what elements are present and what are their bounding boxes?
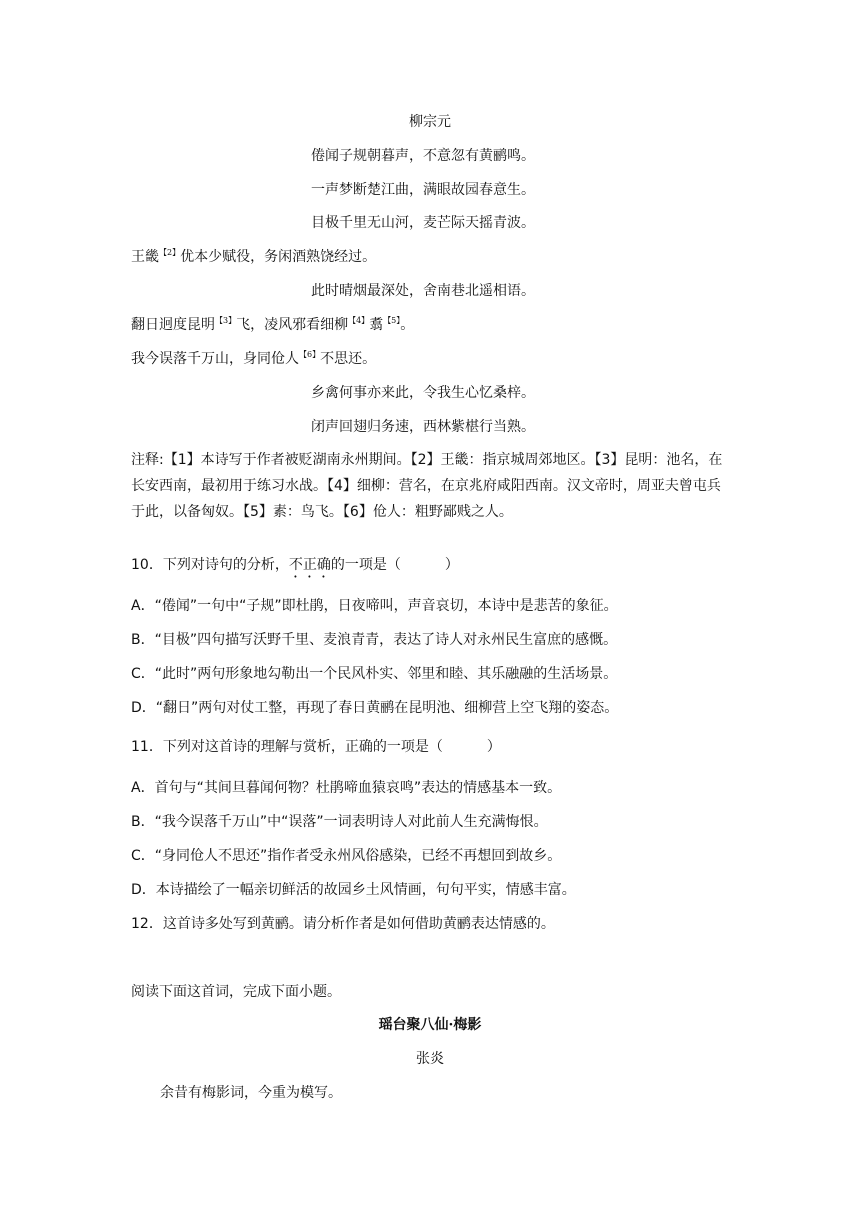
footnote-ref-5: 【5】 xyxy=(383,316,401,325)
poem-line-4-b: 优本少赋役，务闲酒熟饶经过。 xyxy=(180,249,377,265)
q10-stem xyxy=(131,556,459,581)
poem-line-6-c: 翥 xyxy=(369,317,384,333)
poem-line-5: 此时晴烟最深处，舍南巷北遥相语。 xyxy=(311,283,535,299)
poem-line-6-d: 。 xyxy=(400,317,415,333)
poem-line-9: 闭声回翅归务速，西林紫椹行当熟。 xyxy=(311,419,535,435)
poem-line-7-a: 我今误落千万山，身同伧人 xyxy=(131,351,299,367)
q10-option-a: A．“倦闻”一句中“子规”即杜鹃，日夜啼叫，声音哀切，本诗中是悲苦的象征。 xyxy=(131,598,618,614)
poem-line-6-b: 飞，凌风邪看细柳 xyxy=(236,317,349,333)
q10-stem-emphasis: 不正确 xyxy=(288,557,331,573)
poem-line-3: 目极千里无山河，麦芒际天摇青波。 xyxy=(311,215,535,231)
poem-line-7-b: 不思还。 xyxy=(320,351,377,367)
poem-line-4-a: 王畿 xyxy=(131,249,159,265)
poem-notes: 注释:【1】本诗写于作者被贬湖南永州期间。【2】王畿：指京城周郊地区。【3】昆明：池名，在长安西南，最初用于练习水战。【4】细柳：营名，在京兆府咸阳西南。汉文帝时，周亚夫曾屯兵于此，以备匈奴。【5】素：鸟飞。【6】伧人：粗野鄙贱之人。 xyxy=(131,452,723,520)
poem-line-8: 乡禽何事亦来此，令我生心忆桑梓。 xyxy=(311,385,535,401)
q10-option-d: D．“翻日”两句对仗工整，再现了春日黄鹂在昆明池、细柳营上空飞翔的姿态。 xyxy=(131,700,619,716)
footnote-ref-6: 【6】 xyxy=(299,350,321,359)
q10-stem-end: ） xyxy=(444,557,459,573)
poem-line-6 xyxy=(131,316,414,334)
q11-option-a: A．首句与“其间旦暮闻何物？杜鹃啼血猿哀鸣”表达的情感基本一致。 xyxy=(131,780,562,796)
poem-line-2: 一声梦断楚江曲，满眼故园春意生。 xyxy=(311,182,535,198)
q11-stem-pre: 11．下列对这首诗的理解与赏析，正确的一项是（ xyxy=(131,739,443,755)
q11-option-b: B．“我今误落千万山”中“误落”一词表明诗人对此前人生充满悔恨。 xyxy=(131,814,548,830)
poem-line-6-a: 翻日迥度昆明 xyxy=(131,317,215,333)
ci-preface: 余昔有梅影词，今重为模写。 xyxy=(160,1085,342,1101)
poem-line-7 xyxy=(131,350,376,368)
q10-option-c: C．“此时”两句形象地勾勒出一个民风朴实、邻里和睦、其乐融融的生活场景。 xyxy=(131,666,618,682)
section-intro: 阅读下面这首词，完成下面小题。 xyxy=(131,984,341,1000)
q12-stem: 12．这首诗多处写到黄鹂。请分析作者是如何借助黄鹂表达情感的。 xyxy=(131,916,555,932)
q11-option-c: C．“身同伧人不思还”指作者受永州风俗感染，已经不再想回到故乡。 xyxy=(131,848,562,864)
q10-option-b: B．“目极”四句描写沃野千里、麦浪青青，表达了诗人对永州民生富庶的感慨。 xyxy=(131,632,618,648)
footnote-ref-4: 【4】 xyxy=(348,316,370,325)
poem-line-4 xyxy=(131,248,376,266)
footnote-ref-3: 【3】 xyxy=(215,316,237,325)
poem-author: 柳宗元 xyxy=(409,114,451,130)
q11-stem-end: ） xyxy=(486,739,501,755)
q10-stem-post: 的一项是（ xyxy=(330,557,401,573)
ci-author: 张炎 xyxy=(416,1051,444,1067)
q10-stem-pre: 10．下列对诗句的分析， xyxy=(131,557,289,573)
ci-title: 瑶台聚八仙·梅影 xyxy=(378,1017,482,1033)
q11-stem xyxy=(131,738,501,756)
q11-option-d: D．本诗描绘了一幅亲切鲜活的故园乡土风情画，句句平实，情感丰富。 xyxy=(131,882,576,898)
footnote-ref-2: 【2】 xyxy=(159,248,181,257)
poem-line-1: 倦闻子规朝暮声，不意忽有黄鹂鸣。 xyxy=(311,148,535,164)
